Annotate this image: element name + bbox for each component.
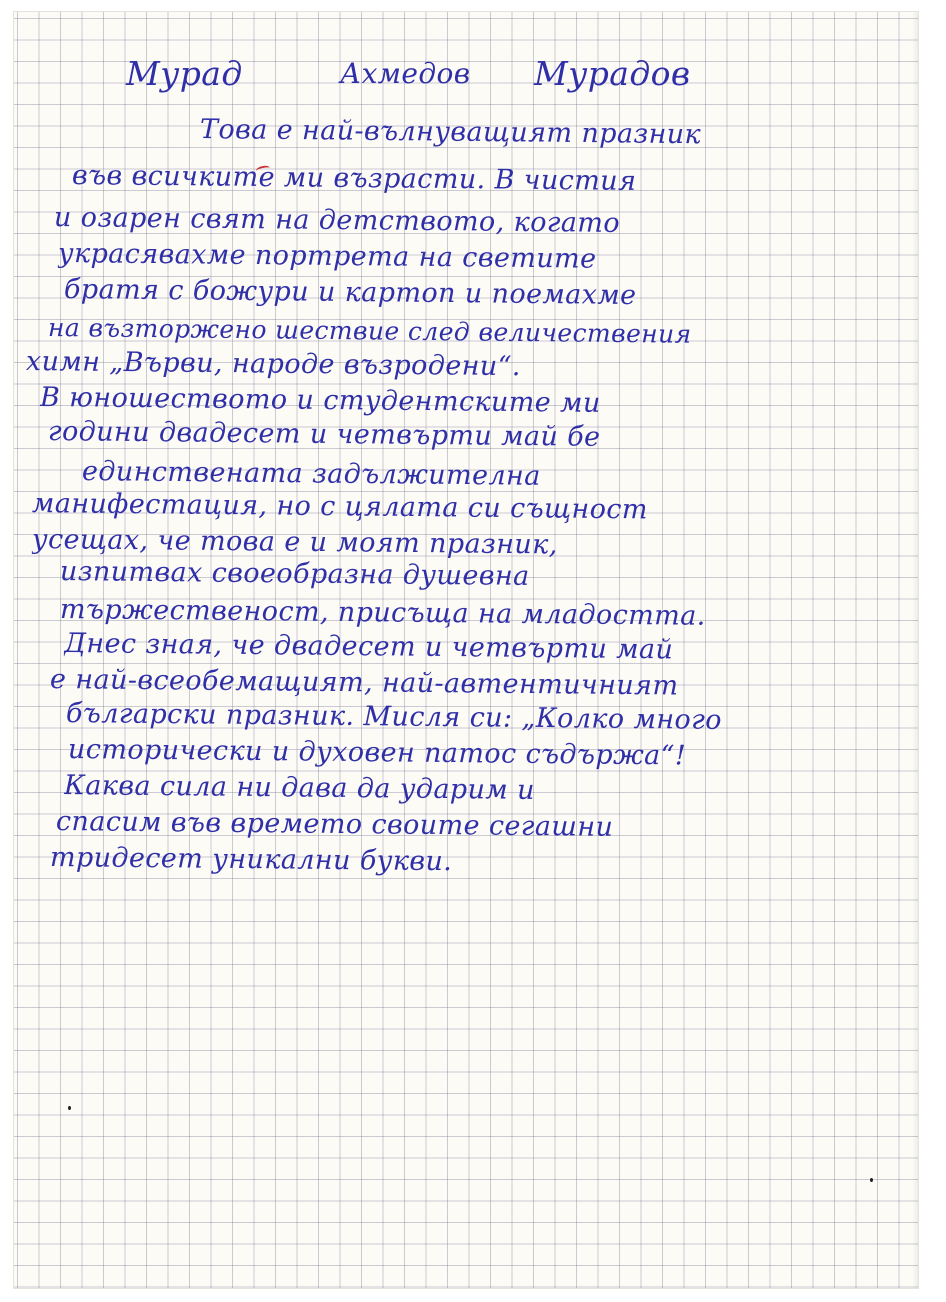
text-line: Това е най-вълнуващият празник xyxy=(199,114,702,151)
text-line: украсявахме портрета на светите xyxy=(57,238,597,275)
author-middle-name: Ахмедов xyxy=(340,57,471,90)
notebook-page xyxy=(14,12,918,1288)
text-line: на възторжено шествие след величествения xyxy=(47,313,692,349)
text-line: български празник. Мисля си: „Колко много xyxy=(65,698,723,736)
text-line: химн „Върви, народе възродени“. xyxy=(25,346,522,383)
author-first-name: Мурад xyxy=(126,54,243,93)
ink-speck xyxy=(870,1178,873,1182)
text-line: спасим във времето своите сегашни xyxy=(55,806,614,843)
page-edge-shadow xyxy=(912,12,918,1288)
text-line: Днес зная, че двадесет и четвърти май xyxy=(63,628,674,666)
text-line: и озарен свят на детството, когато xyxy=(53,202,621,239)
text-line: е най-всеобемащият, най-автентичният xyxy=(49,664,679,702)
text-line: Каква сила ни дава да ударим и xyxy=(63,770,536,806)
text-line: единствената задължителна xyxy=(81,456,541,492)
text-line: братя с божури и картоп и поемахме xyxy=(63,274,637,311)
text-line: манифестация, но с цялата си същност xyxy=(31,488,649,526)
author-name-heading xyxy=(14,50,918,98)
text-line: тридесет уникални букви. xyxy=(49,842,453,878)
text-line: във всичките ми възрасти. В чистия xyxy=(71,160,637,197)
author-last-name: Мурадов xyxy=(534,54,691,93)
text-line: изпитвах своеобразна душевна xyxy=(59,556,530,592)
text-line: тържественост, присъща на младостта. xyxy=(59,594,706,632)
text-line: години двадесет и четвърти май бе xyxy=(47,416,601,453)
text-line: исторически и духовен патос съдържа“! xyxy=(67,734,687,772)
text-line: усещах, че това е и моят празник, xyxy=(31,524,558,561)
ink-speck xyxy=(68,1106,71,1110)
text-line: В юношеството и студентските ми xyxy=(39,382,601,419)
